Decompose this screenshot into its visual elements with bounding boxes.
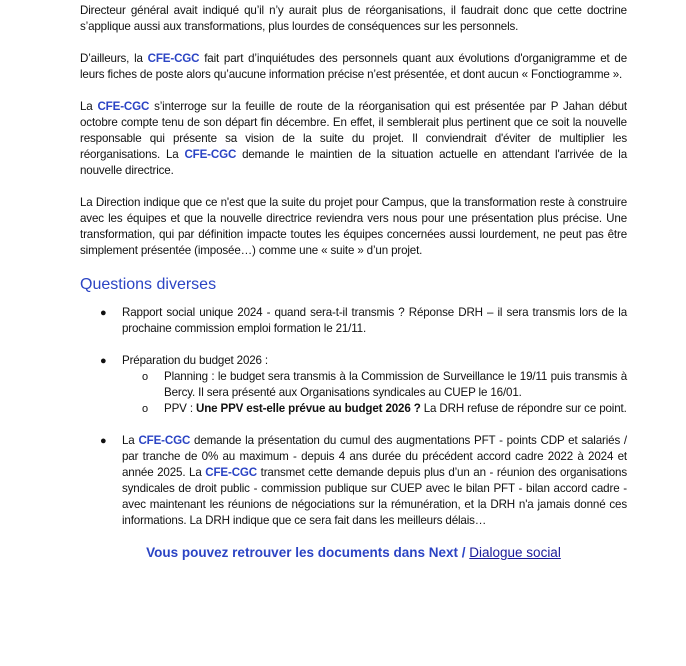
union-name-highlight: CFE-CGC: [97, 100, 150, 113]
dialogue-social-link[interactable]: Dialogue social: [469, 545, 561, 560]
sublist-item-text: Planning : le budget sera transmis à la Commission de Surveillance le 19/11 puis transmis à Bercy. Il sera présenté aux Organisations syndicales au CUEP le 16/01.: [164, 370, 627, 399]
list-item-augmentations: [80, 433, 627, 529]
paragraph-feuille-de-route: [80, 99, 627, 179]
union-name-highlight: CFE-CGC: [184, 148, 237, 161]
text: s’interroge sur la feuille de route de la réorganisation qui est présentée par P Jahan début octobre compte tenu de son départ fin décembre. En effet, il semblerait plus pertinent que ce soit la nouvelle responsable qui présente sa vision de la suite du projet. Il conviendrait d'éviter de multiplier les réorganisations. La: [80, 100, 627, 161]
bold-question: Une PPV est-elle prévue au budget 2026 ?: [195, 402, 421, 415]
text: fait part d’inquiétudes des personnels quant aux évolutions d'organigramme et de leurs fiches de poste alors qu’aucune information précise n’est présentée, et dont aucun « Fonctiogramme ».: [80, 52, 627, 81]
paragraph-doctrine: Directeur général avait indiqué qu’il n’y aurait plus de réorganisations, il faudrait donc que cette doctrine s’applique aussi aux transformations, plus lourdes de conséquences sur les personnels.: [80, 4, 627, 33]
section-heading-questions-diverses: Questions diverses: [80, 276, 217, 293]
list-item-budget: [80, 353, 627, 417]
sublist-item-planning: [122, 369, 627, 401]
text: demande la présentation du cumul des augmentations PFT - points CDP et salariés / par tranche de 0% au maximum - depuis 4 ans durée du précédent accord cadre 2022 à 2024 et année 2025. La: [122, 434, 628, 479]
text: La: [80, 100, 98, 113]
footer-text: Vous pouvez retrouver les documents dans Next /: [146, 545, 470, 560]
list-item-text: Préparation du budget 2026 :: [122, 354, 268, 367]
document-page: [80, 3, 627, 560]
union-name-highlight: CFE-CGC: [138, 434, 191, 447]
bullet-icon: ●: [100, 307, 107, 319]
text: La DRH refuse de répondre sur ce point.: [420, 402, 627, 415]
sublist-item-ppv: [122, 401, 627, 417]
bullet-icon: ●: [100, 355, 107, 367]
union-name-highlight: CFE-CGC: [147, 52, 200, 65]
text: transmet cette demande depuis plus d’un an - réunion des organisations syndicales de droit public - commission publique sur CUEP avec le bilan PFT - bilan accord cadre - avec maintenant les réunions de négociations sur la rémunération, et la DRH n'a jamais donné ces informations. La DRH indique que ce sera fait dans les meilleurs délais…: [122, 466, 627, 527]
bullet-icon: ●: [100, 435, 107, 447]
union-name-highlight: CFE-CGC: [205, 466, 258, 479]
text: PPV :: [164, 402, 196, 415]
paragraph-direction-reponse: La Direction indique que ce n'est que la suite du projet pour Campus, que la transformation reste à construire avec les équipes et que la nouvelle directrice reviendra vers nous pour une présentation plus précise. Une transformation, qui par définition impacte toutes les équipes concernées aussi lourdement, ne peut pas être simplement présentée (imposée…) comme une « suite » d’un projet.: [80, 196, 627, 257]
text: demande le maintien de la situation actuelle en attendant l'arrivée de la nouvelle directrice.: [80, 148, 627, 177]
list-item-rapport-social: [80, 305, 627, 337]
text: La: [122, 434, 139, 447]
questions-list: [80, 305, 627, 529]
circle-bullet-icon: o: [142, 371, 148, 383]
paragraph-inquietudes: [80, 51, 627, 83]
budget-sublist: [122, 369, 627, 417]
text: D’ailleurs, la: [80, 52, 148, 65]
list-item-text: Rapport social unique 2024 - quand sera-t-il transmis ? Réponse DRH – il sera transmis lors de la prochaine commission emploi formation le 21/11.: [122, 306, 627, 335]
circle-bullet-icon: o: [142, 403, 148, 415]
footer-documents-note: [80, 545, 627, 560]
